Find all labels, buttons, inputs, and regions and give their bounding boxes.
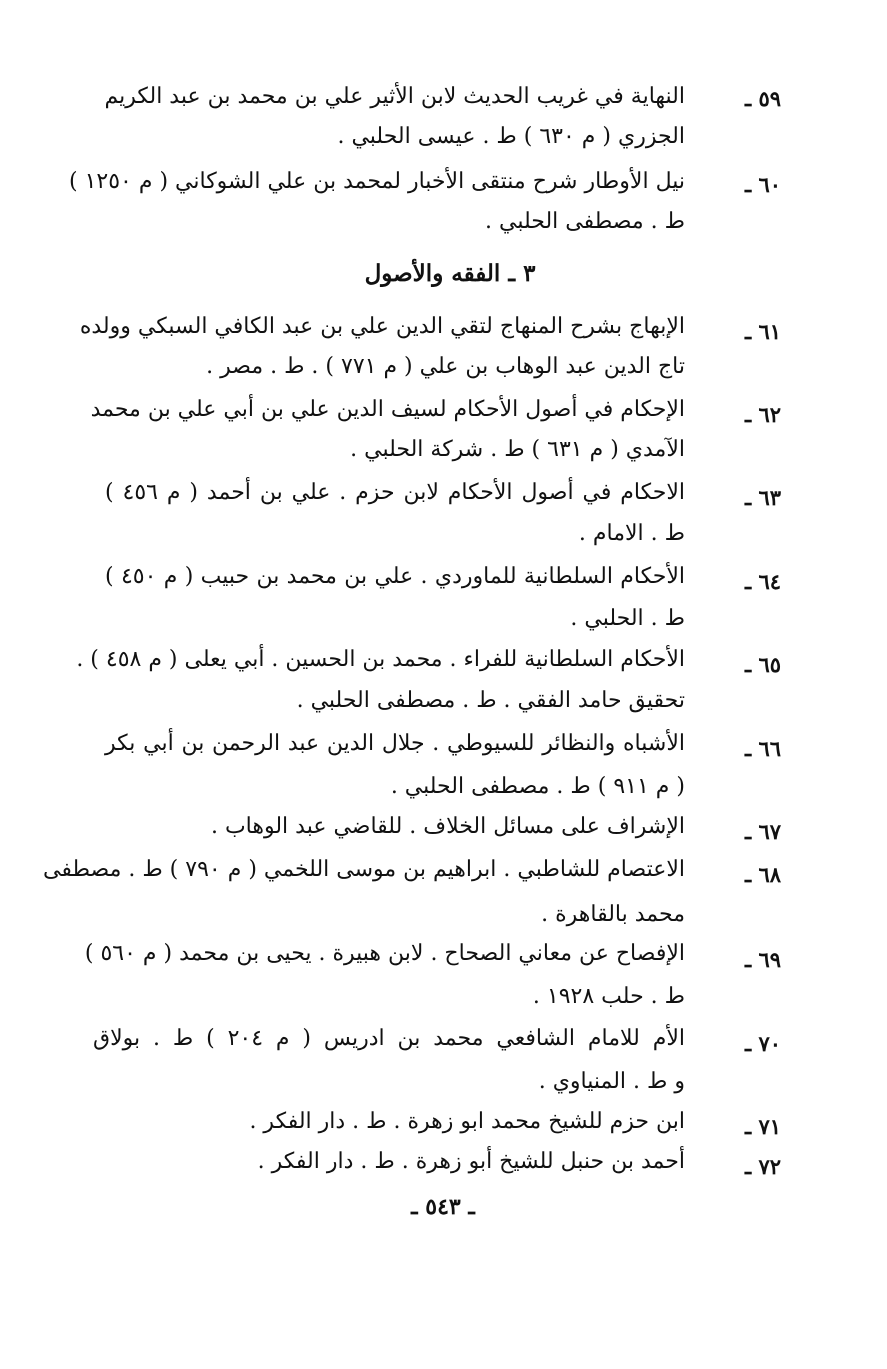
- entry-text-line: الأحكام السلطانية للفراء . محمد بن الحسين . أبي يعلى ( م ٤٥٨ ) .: [76, 647, 685, 672]
- entry-number: ٦٢ ـ: [745, 402, 782, 427]
- page-number: ـ ٥٤٣ ـ: [411, 1194, 475, 1220]
- entry-text-line: ط . الامام .: [578, 521, 685, 546]
- entry-text-line: الأم للامام الشافعي محمد بن ادريس ( م ٢٠٤ ) ط . بولاق: [93, 1026, 685, 1051]
- entry-number: ٦٤ ـ: [745, 569, 782, 594]
- entry-text-line: الأحكام السلطانية للماوردي . علي بن محمد بن حبيب ( م ٤٥٠ ): [105, 564, 686, 589]
- entry-text-line: و ط . المنياوي .: [538, 1069, 685, 1094]
- entry-number: ٦٠ ـ: [745, 172, 782, 197]
- entry-number: ٦٧ ـ: [745, 819, 782, 844]
- entry-number: ٧٢ ـ: [745, 1154, 782, 1179]
- entry-number: ٥٩ ـ: [745, 86, 782, 111]
- entry-number: ٧١ ـ: [745, 1114, 782, 1139]
- entry-text-line: الجزري ( م ٦٣٠ ) ط . عيسى الحلبي .: [337, 124, 685, 149]
- entry-text-line: الإحكام في أصول الأحكام لسيف الدين علي بن أبي علي بن محمد: [90, 397, 685, 422]
- entry-text-line: ط . الحلبي .: [570, 606, 685, 631]
- entry-number: ٦٣ ـ: [745, 485, 782, 510]
- entry-text-line: نيل الأوطار شرح منتقى الأخبار لمحمد بن علي الشوكاني ( م ١٢٥٠ ): [69, 169, 685, 194]
- entry-text-line: ( م ٩١١ ) ط . مصطفى الحلبي .: [390, 774, 685, 799]
- entry-text-line: الاحكام في أصول الأحكام لابن حزم . علي بن أحمد ( م ٤٥٦ ): [105, 480, 686, 505]
- entry-text-line: الإبهاج بشرح المنهاج لتقي الدين علي بن عبد الكافي السبكي وولده: [79, 314, 685, 339]
- section-heading: ٣ ـ الفقه والأصول: [364, 260, 536, 287]
- entry-text-line: تاج الدين عبد الوهاب بن علي ( م ٧٧١ ) . ط . مصر .: [206, 354, 685, 379]
- entry-number: ٦٩ ـ: [745, 947, 782, 972]
- entry-text-line: أحمد بن حنبل للشيخ أبو زهرة . ط . دار الفكر .: [257, 1149, 685, 1174]
- entry-number: ٦٨ ـ: [745, 862, 782, 887]
- entry-text-line: الاعتصام للشاطبي . ابراهيم بن موسى اللخمي ( م ٧٩٠ ) ط . مصطفى: [42, 857, 685, 882]
- entry-text-line: النهاية في غريب الحديث لابن الأثير علي بن محمد بن عبد الكريم: [104, 84, 685, 109]
- entry-number: ٦٥ ـ: [745, 652, 782, 677]
- entry-text-line: الآمدي ( م ٦٣١ ) ط . شركة الحلبي .: [350, 437, 685, 462]
- entry-number: ٦٦ ـ: [745, 736, 782, 761]
- entry-text-line: ابن حزم للشيخ محمد ابو زهرة . ط . دار الفكر .: [249, 1109, 685, 1134]
- entry-text-line: تحقيق حامد الفقي . ط . مصطفى الحلبي .: [296, 688, 685, 713]
- entry-text-line: الأشباه والنظائر للسيوطي . جلال الدين عبد الرحمن بن أبي بكر: [105, 731, 685, 756]
- entry-text-line: محمد بالقاهرة .: [541, 902, 685, 927]
- entry-text-line: الإشراف على مسائل الخلاف . للقاضي عبد الوهاب .: [210, 814, 685, 839]
- entry-text-line: ط . حلب ١٩٢٨ .: [532, 984, 685, 1009]
- entry-number: ٦١ ـ: [745, 319, 782, 344]
- entry-text-line: ط . مصطفى الحلبي .: [485, 209, 685, 234]
- entry-number: ٧٠ ـ: [745, 1031, 782, 1056]
- entry-text-line: الإفصاح عن معاني الصحاح . لابن هبيرة . يحيى بن محمد ( م ٥٦٠ ): [84, 941, 685, 966]
